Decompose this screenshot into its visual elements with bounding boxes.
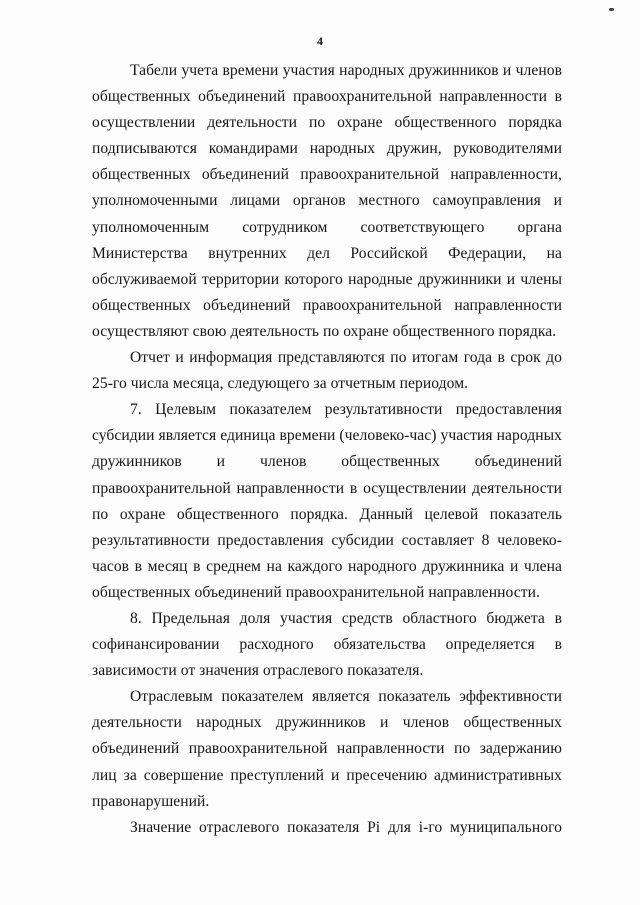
paragraph-item-7: 7. Целевым показателем результативности предоставления субсидии является единица времени (человеко-час) участия народных дружинников и членов общественных объединений правоохранительной направленности в осуществлении деятельности по охране общественного порядка. Данный целевой показатель результативности предоставления субсидии составляет 8 человеко-часов в месяц в среднем на каждого народного дружинника и члена общественных объединений правоохранительной направленности. — [92, 401, 562, 601]
paragraph-timesheets: Табели учета времени участия народных дружинников и членов общественных объединений правоохранительной направленности в осуществлении деятельности по охране общественного порядка подписываются командирами народных дружин, руководителями общественных объединений правоохранительной направленности, уполномоченными лицами органов местного самоуправления и уполномоченным сотрудником соответствующего органа Министерства внутренних дел Российской Федерации, на обслуживаемой территории которого народные дружинники и члены общественных объединений правоохранительной направленности осуществляют свою деятельность по охране общественного порядка. — [92, 62, 562, 340]
document-body — [92, 58, 562, 841]
paragraph-report-deadline: Отчет и информация представляются по итогам года в срок до 25-го числа месяца, следующего за отчетным периодом. — [92, 349, 562, 393]
paragraph-item-8: 8. Предельная доля участия средств областного бюджета в софинансировании расходного обязательства определяется в зависимости от значения отраслевого показателя. — [92, 609, 562, 680]
page-number: 4 — [317, 34, 323, 48]
paragraph-industry-indicator: Отраслевым показателем является показатель эффективности деятельности народных дружинников и членов общественных объединений правоохранительной направленности по задержанию лиц за совершение преступлений и пресечению административных правонарушений. — [92, 688, 562, 810]
paragraph-indicator-value: Значение отраслевого показателя Pi для i-го муниципального — [130, 818, 562, 836]
scan-mark — [609, 8, 614, 11]
